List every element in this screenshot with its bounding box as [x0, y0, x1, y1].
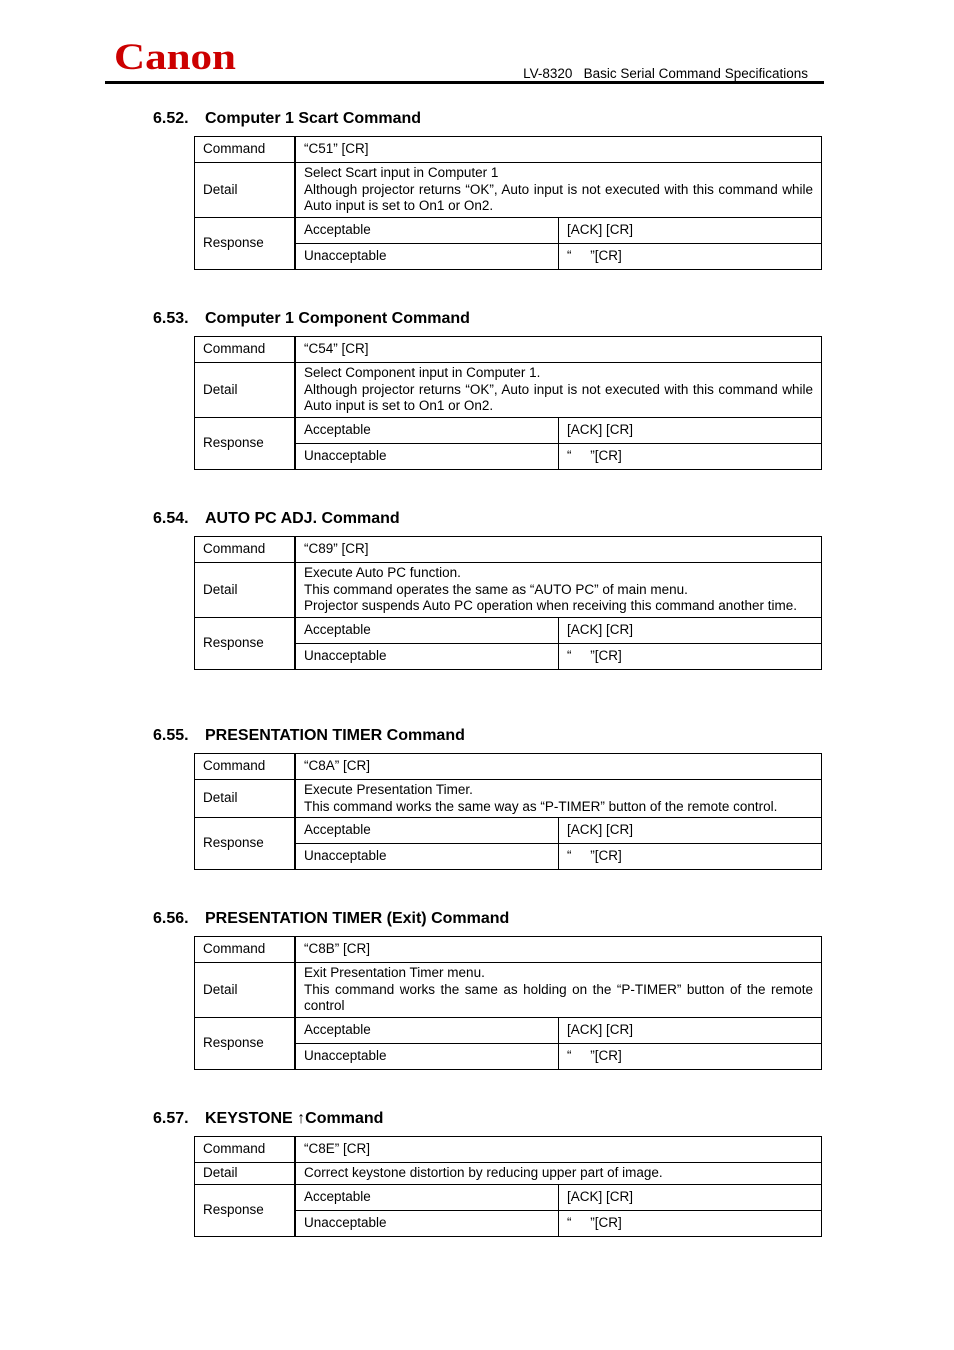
unacceptable-value: “ ”[CR]: [559, 243, 822, 269]
command-section: [153, 1110, 822, 1237]
unacceptable-label: Unacceptable: [296, 1043, 559, 1069]
command-label: Command: [195, 937, 296, 963]
detail-value: [296, 780, 822, 818]
document-title: LV-8320 Basic Serial Command Specifications: [523, 66, 808, 81]
response-label: Response: [195, 617, 296, 669]
section-title: AUTO PC ADJ. Command: [205, 510, 400, 527]
detail-value: [296, 563, 822, 618]
detail-line: This command works the same as holding on the “P-TIMER” button of the remote control: [304, 981, 813, 1013]
acceptable-value: [ACK] [CR]: [559, 1184, 822, 1210]
detail-label: Detail: [195, 363, 296, 418]
command-label: Command: [195, 754, 296, 780]
section-number: 6.55.: [153, 727, 189, 744]
detail-value: [296, 163, 822, 218]
section-title: PRESENTATION TIMER Command: [205, 727, 465, 744]
detail-line: Select Component input in Computer 1.: [304, 365, 541, 380]
acceptable-label: Acceptable: [296, 818, 559, 844]
command-section: [153, 510, 822, 670]
detail-value: [296, 1163, 822, 1185]
detail-value: [296, 963, 822, 1018]
acceptable-value: [ACK] [CR]: [559, 617, 822, 643]
section-title: KEYSTONE ↑Command: [205, 1110, 384, 1127]
detail-label: Detail: [195, 163, 296, 218]
command-table: [194, 1136, 822, 1237]
acceptable-value: [ACK] [CR]: [559, 818, 822, 844]
command-value: “C89” [CR]: [296, 537, 822, 563]
canon-logo-text: Canon: [114, 38, 237, 74]
unacceptable-label: Unacceptable: [296, 1210, 559, 1236]
acceptable-value: [ACK] [CR]: [559, 1017, 822, 1043]
acceptable-label: Acceptable: [296, 617, 559, 643]
command-section: [153, 910, 822, 1070]
header-rule: [105, 81, 824, 84]
acceptable-label: Acceptable: [296, 1017, 559, 1043]
command-table: [194, 936, 822, 1070]
detail-line: Although projector returns “OK”, Auto input is not executed with this command while Auto input is set to On1 or On2.: [304, 381, 813, 413]
response-label: Response: [195, 1184, 296, 1236]
command-table: [194, 336, 822, 470]
response-label: Response: [195, 417, 296, 469]
detail-line: Select Scart input in Computer 1: [304, 165, 499, 180]
command-value: “C51” [CR]: [296, 137, 822, 163]
unacceptable-value: “ ”[CR]: [559, 443, 822, 469]
section-heading: [153, 510, 822, 536]
response-label: Response: [195, 818, 296, 870]
unacceptable-value: “ ”[CR]: [559, 643, 822, 669]
canon-logo: [114, 38, 238, 74]
detail-line: Projector suspends Auto PC operation when receiving this command another time.: [304, 598, 798, 613]
acceptable-value: [ACK] [CR]: [559, 417, 822, 443]
unacceptable-value: “ ”[CR]: [559, 1043, 822, 1069]
unacceptable-value: “ ”[CR]: [559, 844, 822, 870]
acceptable-value: [ACK] [CR]: [559, 217, 822, 243]
command-section: [153, 110, 822, 270]
command-label: Command: [195, 337, 296, 363]
detail-label: Detail: [195, 780, 296, 818]
section-number: 6.53.: [153, 310, 189, 327]
acceptable-label: Acceptable: [296, 1184, 559, 1210]
section-title: PRESENTATION TIMER (Exit) Command: [205, 910, 510, 927]
unacceptable-label: Unacceptable: [296, 643, 559, 669]
section-number: 6.54.: [153, 510, 189, 527]
section-heading: [153, 1110, 822, 1136]
section-title: Computer 1 Component Command: [205, 310, 470, 327]
command-table: [194, 753, 822, 870]
section-title: Computer 1 Scart Command: [205, 110, 422, 127]
detail-line: Although projector returns “OK”, Auto input is not executed with this command while Auto input is set to On1 or On2.: [304, 181, 813, 213]
command-value: “C8E” [CR]: [296, 1137, 822, 1163]
unacceptable-label: Unacceptable: [296, 243, 559, 269]
acceptable-label: Acceptable: [296, 417, 559, 443]
detail-line: Correct keystone distortion by reducing upper part of image.: [304, 1165, 663, 1180]
detail-label: Detail: [195, 563, 296, 618]
command-label: Command: [195, 137, 296, 163]
detail-line: Execute Presentation Timer.: [304, 782, 473, 797]
section-heading: [153, 310, 822, 336]
response-label: Response: [195, 217, 296, 269]
detail-label: Detail: [195, 1163, 296, 1185]
unacceptable-value: “ ”[CR]: [559, 1210, 822, 1236]
command-label: Command: [195, 537, 296, 563]
command-value: “C54” [CR]: [296, 337, 822, 363]
command-table: [194, 536, 822, 670]
response-label: Response: [195, 1017, 296, 1069]
detail-value: [296, 363, 822, 418]
unacceptable-label: Unacceptable: [296, 844, 559, 870]
detail-line: This command operates the same as “AUTO PC” of main menu.: [304, 581, 688, 597]
section-number: 6.56.: [153, 910, 189, 927]
command-section: [153, 727, 822, 870]
detail-line: Exit Presentation Timer menu.: [304, 965, 485, 980]
section-heading: [153, 110, 822, 136]
acceptable-label: Acceptable: [296, 217, 559, 243]
detail-line: This command works the same way as “P-TIMER” button of the remote control.: [304, 798, 778, 814]
section-number: 6.57.: [153, 1110, 189, 1127]
command-value: “C8B” [CR]: [296, 937, 822, 963]
section-heading: [153, 727, 822, 753]
command-section: [153, 310, 822, 470]
section-number: 6.52.: [153, 110, 189, 127]
command-label: Command: [195, 1137, 296, 1163]
detail-line: Execute Auto PC function.: [304, 565, 461, 580]
command-table: [194, 136, 822, 270]
section-heading: [153, 910, 822, 936]
command-value: “C8A” [CR]: [296, 754, 822, 780]
detail-label: Detail: [195, 963, 296, 1018]
unacceptable-label: Unacceptable: [296, 443, 559, 469]
